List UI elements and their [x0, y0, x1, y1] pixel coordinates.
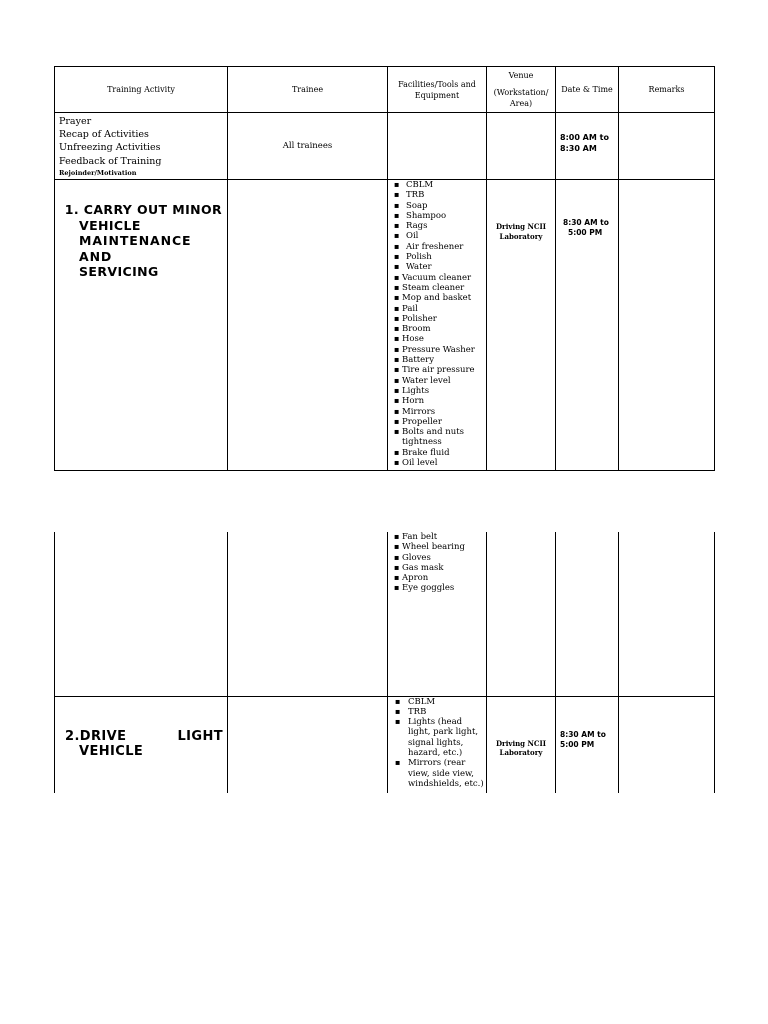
activity-1-continued-trainee-cell — [228, 532, 388, 696]
list-item: ▪ Propeller — [402, 417, 486, 427]
activity-1-title-cell — [55, 180, 228, 471]
list-item: ▪ Gloves — [402, 553, 486, 563]
activity-1-trainee-cell — [228, 180, 388, 471]
activity-1-venue-cell: Driving NCII Laboratory — [487, 180, 556, 471]
list-item: ▪ CBLM — [408, 697, 486, 707]
list-item: ▪ Shampoo — [402, 211, 486, 221]
list-item: ▪ Lights (head light, park light, signal lights, hazard, etc.) — [408, 717, 486, 758]
list-item: ▪ TRB — [402, 190, 486, 200]
list-item: Feedback of Training — [59, 155, 162, 167]
opening-row — [55, 113, 715, 180]
activity-1-time-cell: 8:30 AM to 5:00 PM — [556, 180, 619, 471]
list-item: ▪ Hose — [402, 334, 486, 344]
activity-2-time-cell: 8:30 AM to 5:00 PM — [556, 696, 619, 793]
list-item: ▪ Oil — [402, 231, 486, 241]
list-item: ▪ Broom — [402, 324, 486, 334]
list-item: ▪ Wheel bearing — [402, 542, 486, 552]
list-item: ▪ Mop and basket — [402, 293, 486, 303]
activity-1-continued-venue-cell — [487, 532, 556, 696]
list-item: ▪ Pressure Washer — [402, 345, 486, 355]
opening-activities-cell — [55, 113, 228, 180]
list-item: ▪ Horn — [402, 396, 486, 406]
activity-2-tools-cell — [388, 696, 487, 793]
schedule-table-page-1 — [54, 66, 715, 471]
list-item: ▪ Pail — [402, 304, 486, 314]
activity-2-row — [55, 696, 715, 793]
list-item: ▪ Apron — [402, 573, 486, 583]
header-facilities: Facilities/Tools and Equipment — [388, 67, 487, 113]
schedule-table-page-2 — [54, 532, 715, 793]
list-item: Unfreezing Activities — [59, 142, 161, 154]
list-item: ▪ Oil level — [402, 458, 486, 468]
activity-1-tools-list — [388, 180, 486, 468]
list-item: ▪ Vacuum cleaner — [402, 273, 486, 283]
activity-1-tools-continued-list — [388, 532, 486, 594]
list-item: ▪ Gas mask — [402, 563, 486, 573]
opening-activities-list — [55, 113, 227, 179]
header-training-activity: Training Activity — [55, 67, 228, 113]
activity-1-title: 1. CARRY OUT MINOR VEHICLE MAINTENANCE AND SERVICING — [64, 202, 223, 279]
activity-2-venue-cell: Driving NCII Laboratory — [487, 696, 556, 793]
list-item: ▪ Tire air pressure — [402, 365, 486, 375]
list-item: ▪ Battery — [402, 355, 486, 365]
activity-1-tools-cell — [388, 180, 487, 471]
list-item: ▪ Lights — [402, 386, 486, 396]
header-date-time: Date & Time — [556, 67, 619, 113]
list-item: Rejoinder/Motivation — [59, 168, 137, 177]
activity-1-continued-time-cell — [556, 532, 619, 696]
activity-2-tools-list — [388, 697, 486, 790]
header-trainee: Trainee — [228, 67, 388, 113]
opening-venue-cell — [487, 113, 556, 180]
activity-1-continued-title-cell — [55, 532, 228, 696]
list-item: ▪ Mirrors (rear view, side view, windshields, etc.) — [408, 758, 486, 789]
list-item: ▪ Water — [402, 262, 486, 272]
activity-1-continued-remarks-cell — [619, 532, 715, 696]
header-venue: Venue (Workstation/ Area) — [487, 67, 556, 113]
activity-1-continued-row — [55, 532, 715, 696]
list-item: ▪ Rags — [402, 221, 486, 231]
list-item: ▪ Fan belt — [402, 532, 486, 542]
activity-2-title: 2.DRIVE LIGHT VEHICLE — [65, 728, 223, 759]
activity-2-trainee-cell — [228, 696, 388, 793]
list-item: ▪ Mirrors — [402, 407, 486, 417]
list-item: ▪ Polish — [402, 252, 486, 262]
list-item: ▪ Brake fluid — [402, 448, 486, 458]
list-item: ▪ Polisher — [402, 314, 486, 324]
activity-1-continued-tools-cell — [388, 532, 487, 696]
list-item: ▪ TRB — [408, 707, 486, 717]
list-item: Recap of Activities — [59, 129, 149, 141]
activity-2-remarks-cell — [619, 696, 715, 793]
list-item: ▪ Eye goggles — [402, 583, 486, 593]
list-item: ▪ Bolts and nuts tightness — [402, 427, 486, 448]
activity-1-row — [55, 180, 715, 471]
list-item: ▪ Soap — [402, 201, 486, 211]
list-item: ▪ Water level — [402, 376, 486, 386]
header-row — [55, 67, 715, 113]
opening-trainee-cell: All trainees — [228, 113, 388, 180]
list-item: Prayer — [59, 116, 92, 127]
header-remarks: Remarks — [619, 67, 715, 113]
activity-2-title-cell — [55, 696, 228, 793]
list-item: ▪ Air freshener — [402, 242, 486, 252]
opening-facilities-cell — [388, 113, 487, 180]
activity-1-remarks-cell — [619, 180, 715, 471]
opening-remarks-cell — [619, 113, 715, 180]
list-item: ▪ CBLM — [402, 180, 486, 190]
opening-time-cell: 8:00 AM to 8:30 AM — [556, 113, 619, 180]
list-item: ▪ Steam cleaner — [402, 283, 486, 293]
